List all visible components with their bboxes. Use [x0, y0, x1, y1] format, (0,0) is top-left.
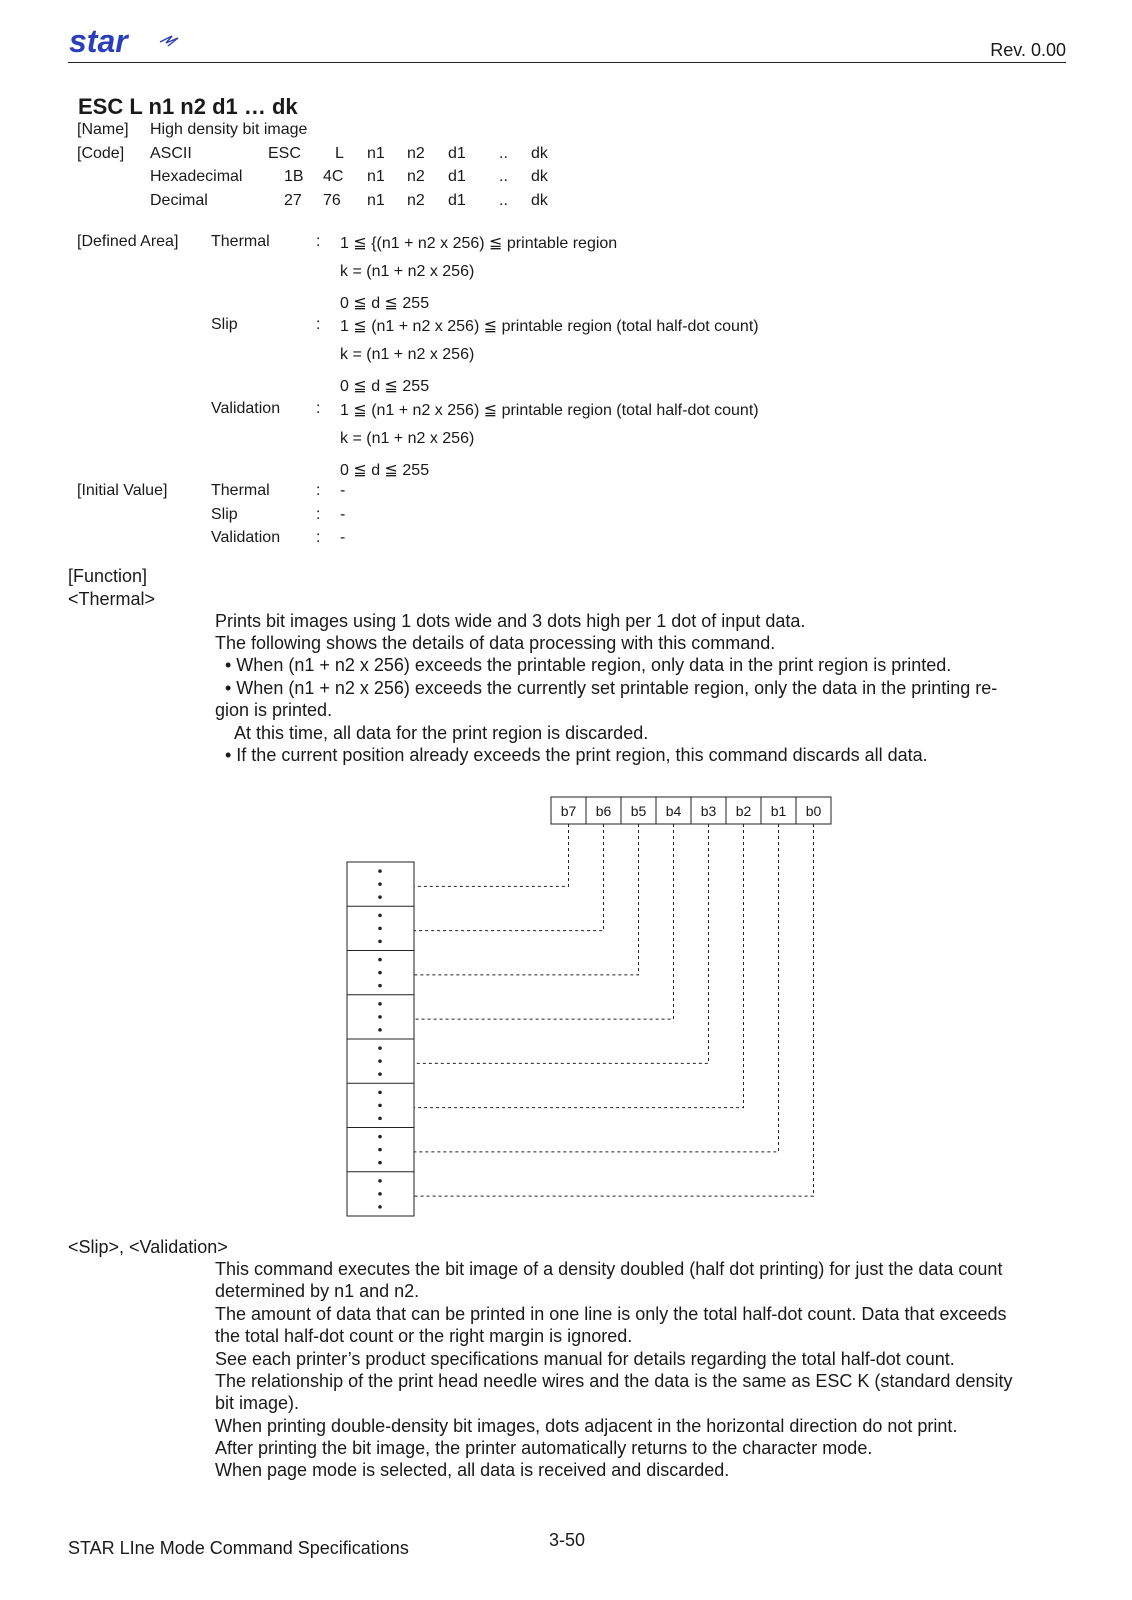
- code-cell: L: [335, 145, 344, 162]
- star-logo-text: star: [69, 26, 128, 59]
- code-cell: n2: [407, 192, 425, 209]
- code-cell: n1: [367, 145, 385, 162]
- initial-value-mode: Slip: [211, 506, 238, 523]
- code-cell: 27: [284, 192, 302, 209]
- bit-label: b1: [770, 803, 787, 819]
- defined-area-line: 1 ≦ {(n1 + n2 x 256) ≦ printable region: [340, 235, 618, 252]
- slip-line: When page mode is selected, all data is received and discarded.: [215, 1460, 730, 1480]
- dot-icon: [378, 958, 382, 962]
- code-cell: d1: [448, 145, 466, 162]
- dot-icon: [378, 1179, 382, 1183]
- page-number: 3-50: [549, 1530, 586, 1550]
- dot-icon: [378, 1091, 382, 1095]
- dot-icon: [378, 1002, 382, 1006]
- bit-connector-line: [414, 824, 709, 1063]
- thermal-line: At this time, all data for the print region is discarded.: [215, 723, 649, 743]
- initial-value-colon: :: [316, 529, 321, 546]
- defined-area-label: [Defined Area]: [77, 233, 179, 250]
- dot-icon: [378, 1117, 382, 1121]
- initial-value-value: -: [340, 482, 346, 499]
- initial-value-colon: :: [316, 482, 321, 499]
- dot-icon: [378, 1161, 382, 1165]
- slip-line: This command executes the bit image of a density doubled (half dot printing) for just the data count: [215, 1259, 1003, 1279]
- defined-area-mode: Validation: [211, 400, 281, 417]
- thermal-line: gion is printed.: [215, 700, 333, 720]
- code-cell: ESC: [268, 145, 301, 162]
- slip-line: bit image).: [215, 1393, 300, 1413]
- slip-line: determined by n1 and n2.: [215, 1281, 420, 1301]
- dot-icon: [378, 984, 382, 988]
- bit-label: b0: [805, 803, 822, 819]
- defined-area-colon: :: [316, 233, 321, 250]
- code-label: [Code]: [77, 145, 125, 162]
- bit-connector-line: [414, 824, 604, 931]
- thermal-line: Prints bit images using 1 dots wide and 3 dots high per 1 dot of input data.: [215, 611, 806, 631]
- thermal-line: The following shows the details of data processing with this command.: [215, 633, 776, 653]
- code-cell: n2: [407, 168, 425, 185]
- slip-validation-heading: <Slip>, <Validation>: [68, 1237, 228, 1257]
- thermal-line: • When (n1 + n2 x 256) exceeds the currently set printable region, only the data in the printing re-: [215, 678, 998, 698]
- code-cell: d1: [448, 168, 466, 185]
- bit-connector-line: [414, 824, 744, 1108]
- defined-area-line: 1 ≦ (n1 + n2 x 256) ≦ printable region (total half-dot count): [340, 318, 759, 335]
- dot-icon: [378, 1046, 382, 1050]
- initial-value-colon: :: [316, 506, 321, 523]
- bit-connector-line: [414, 824, 674, 1019]
- code-row-label: Hexadecimal: [150, 168, 243, 185]
- thermal-heading: <Thermal>: [68, 589, 156, 609]
- initial-value-value: -: [340, 506, 346, 523]
- dot-icon: [378, 882, 382, 886]
- dot-icon: [378, 1072, 382, 1076]
- code-cell: dk: [531, 192, 548, 209]
- defined-area-line: 0 ≦ d ≦ 255: [340, 378, 430, 395]
- code-cell: ..: [499, 192, 508, 209]
- initial-value-label: [Initial Value]: [77, 482, 168, 499]
- initial-value-value: -: [340, 529, 346, 546]
- defined-area-line: k = (n1 + n2 x 256): [340, 263, 475, 280]
- code-row-label: Decimal: [150, 192, 208, 209]
- code-cell: n1: [367, 168, 385, 185]
- name-value: High density bit image: [150, 121, 308, 138]
- dot-icon: [378, 1135, 382, 1139]
- defined-area-line: k = (n1 + n2 x 256): [340, 346, 475, 363]
- defined-area-mode: Thermal: [211, 233, 270, 250]
- slip-line: When printing double-density bit images, dots adjacent in the horizontal direction do not print.: [215, 1416, 958, 1436]
- footer-document-title: STAR LIne Mode Command Specifications: [68, 1538, 409, 1558]
- dot-icon: [378, 869, 382, 873]
- dot-icon: [378, 940, 382, 944]
- revision-label: Rev. 0.00: [990, 40, 1066, 60]
- code-cell: ..: [499, 145, 508, 162]
- slip-line: The amount of data that can be printed in one line is only the total half-dot count. Data that exceeds: [215, 1304, 1007, 1324]
- initial-value-mode: Thermal: [211, 482, 270, 499]
- dot-icon: [378, 1104, 382, 1108]
- defined-area-colon: :: [316, 316, 321, 333]
- dot-icon: [378, 927, 382, 931]
- dot-icon: [378, 971, 382, 975]
- dot-icon: [378, 1192, 382, 1196]
- dot-icon: [378, 895, 382, 899]
- command-title: ESC L n1 n2 d1 … dk: [78, 94, 298, 119]
- defined-area-line: 0 ≦ d ≦ 255: [340, 295, 430, 312]
- code-cell: 4C: [323, 168, 344, 185]
- dot-icon: [378, 1059, 382, 1063]
- bit-label: b2: [735, 803, 752, 819]
- dot-icon: [378, 914, 382, 918]
- bit-label: b7: [560, 803, 577, 819]
- bit-connector-line: [414, 824, 639, 975]
- code-cell: dk: [531, 145, 548, 162]
- thermal-line: • When (n1 + n2 x 256) exceeds the printable region, only data in the print region is printed.: [215, 655, 952, 675]
- slip-line: the total half-dot count or the right margin is ignored.: [215, 1326, 633, 1346]
- slip-line: After printing the bit image, the printer automatically returns to the character mode.: [215, 1438, 873, 1458]
- slip-line: The relationship of the print head needle wires and the data is the same as ESC K (standard density: [215, 1371, 1013, 1391]
- thermal-line: • If the current position already exceeds the print region, this command discards all data.: [215, 745, 928, 765]
- defined-area-colon: :: [316, 400, 321, 417]
- bit-label: b5: [630, 803, 647, 819]
- function-heading: [Function]: [68, 566, 148, 586]
- dot-icon: [378, 1028, 382, 1032]
- dot-icon: [378, 1148, 382, 1152]
- bit-connector-line: [414, 824, 569, 886]
- defined-area-mode: Slip: [211, 316, 238, 333]
- bit-connector-line: [414, 824, 779, 1152]
- slip-line: See each printer’s product specifications manual for details regarding the total half-dot count.: [215, 1349, 955, 1369]
- dot-icon: [378, 1205, 382, 1209]
- code-cell: 1B: [284, 168, 304, 185]
- bit-label: b3: [700, 803, 717, 819]
- code-row-label: ASCII: [150, 145, 192, 162]
- bit-label: b4: [665, 803, 682, 819]
- defined-area-line: 0 ≦ d ≦ 255: [340, 462, 430, 479]
- code-cell: n1: [367, 192, 385, 209]
- code-cell: 76: [323, 192, 341, 209]
- dot-icon: [378, 1015, 382, 1019]
- initial-value-mode: Validation: [211, 529, 281, 546]
- bit-connector-line: [414, 824, 814, 1196]
- defined-area-line: k = (n1 + n2 x 256): [340, 430, 475, 447]
- bit-label: b6: [595, 803, 612, 819]
- code-cell: d1: [448, 192, 466, 209]
- code-cell: dk: [531, 168, 548, 185]
- name-label: [Name]: [77, 121, 129, 138]
- code-cell: ..: [499, 168, 508, 185]
- defined-area-line: 1 ≦ (n1 + n2 x 256) ≦ printable region (total half-dot count): [340, 402, 759, 419]
- code-cell: n2: [407, 145, 425, 162]
